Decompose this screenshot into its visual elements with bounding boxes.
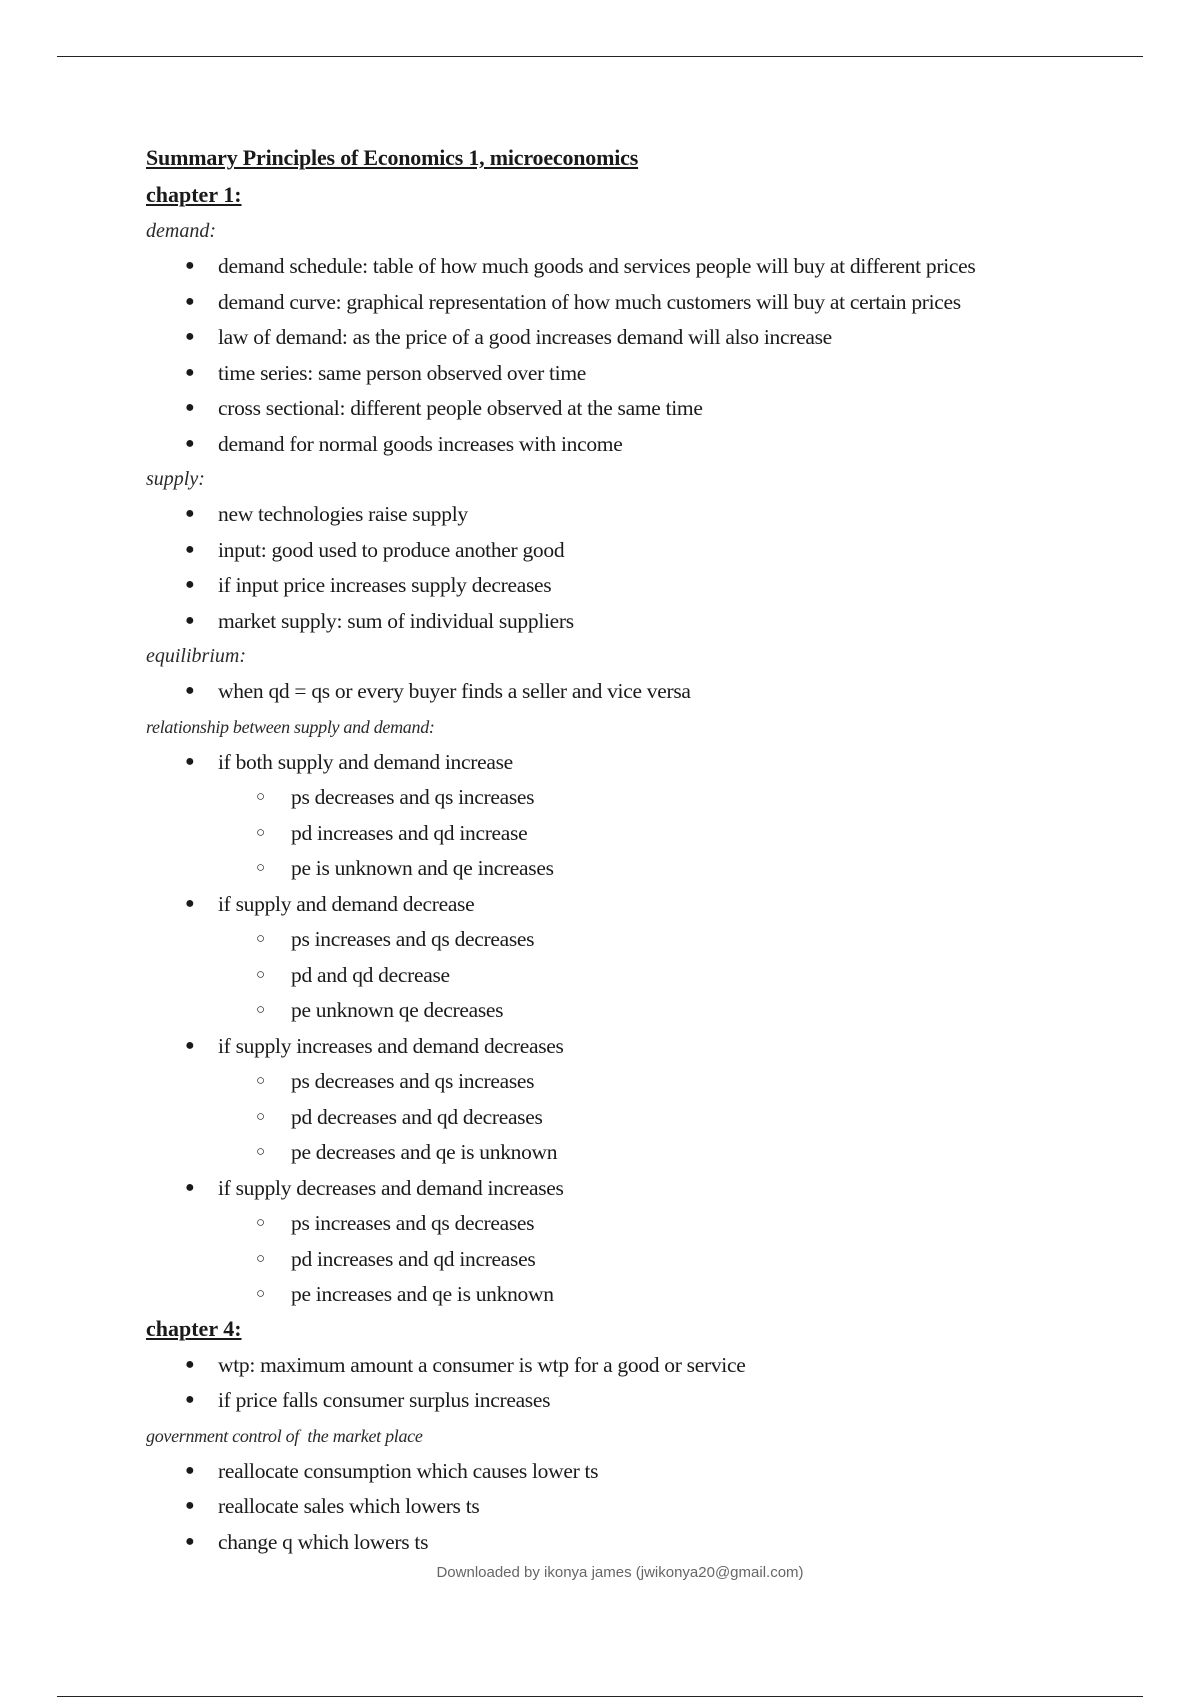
bullet-icon: ● — [185, 292, 195, 310]
bullet-icon: ● — [185, 1391, 195, 1408]
sub-list-item — [146, 1242, 1096, 1278]
bullet-icon: ● — [185, 505, 195, 522]
list-item-text: pd and qd decrease — [291, 962, 450, 987]
sub-list-item — [146, 1206, 1096, 1242]
bullet-icon: ● — [185, 1355, 195, 1373]
list-item — [146, 1454, 1096, 1490]
hollow-bullet-icon: ○ — [256, 966, 265, 983]
hollow-bullet-icon: ○ — [256, 789, 265, 805]
list-item-text: demand curve: graphical representation of how much customers will buy at certain prices — [218, 289, 961, 314]
bullet-icon: ● — [185, 434, 195, 452]
bullet-icon: ● — [185, 611, 195, 629]
list-item-text: pe unknown qe decreases — [291, 998, 504, 1022]
sub-list-item — [146, 1277, 1096, 1313]
bullet-icon: ● — [185, 363, 195, 381]
chapter-4-heading: chapter 4: — [146, 1315, 242, 1341]
list-item — [146, 745, 1096, 781]
list-item — [146, 1348, 1096, 1384]
list-item-text: change q which lowers ts — [218, 1529, 429, 1554]
list-item-text: reallocate consumption which causes lower ts — [218, 1458, 599, 1483]
list-item-text: wtp: maximum amount a consumer is wtp for a good or service — [218, 1352, 746, 1377]
bullet-icon: ● — [185, 540, 195, 558]
hollow-bullet-icon: ○ — [256, 1286, 265, 1302]
list-item — [146, 568, 1096, 604]
list-item — [146, 497, 1096, 533]
sub-list-item — [146, 1100, 1096, 1136]
list-item-text: when qd = qs or every buyer finds a seller and vice versa — [218, 679, 691, 703]
list-item-text: law of demand: as the price of a good increases demand will also increase — [218, 325, 832, 349]
list-item-text: pd decreases and qd decreases — [291, 1104, 543, 1129]
list-item-text: input: good used to produce another good — [218, 537, 565, 562]
hollow-bullet-icon: ○ — [256, 1215, 265, 1231]
list-item-text: ps decreases and qs increases — [291, 1069, 535, 1093]
hollow-bullet-icon: ○ — [256, 1250, 265, 1267]
bullet-icon: ● — [185, 576, 195, 593]
demand-subheading: demand: — [146, 220, 216, 242]
bottom-rule — [57, 1696, 1143, 1697]
list-item — [146, 1383, 1096, 1419]
list-item-text: pd increases and qd increase — [291, 820, 528, 845]
bullet-icon: ● — [185, 399, 195, 416]
hollow-bullet-icon: ○ — [256, 824, 265, 841]
hollow-bullet-icon: ○ — [256, 1108, 265, 1125]
government-subheading: government control of the market place — [146, 1425, 423, 1446]
chapter-1-heading: chapter 1: — [146, 182, 242, 207]
top-rule — [57, 56, 1143, 57]
list-item — [146, 249, 1096, 285]
list-item-text: pe decreases and qe is unknown — [291, 1140, 558, 1164]
list-item — [146, 356, 1096, 392]
sub-list-item — [146, 993, 1096, 1029]
list-item — [146, 887, 1096, 923]
download-footer: Downloaded by ikonya james (jwikonya20@gmail.com) — [436, 1564, 804, 1581]
document-body — [146, 142, 1096, 1560]
bullet-icon: ● — [185, 1036, 195, 1054]
list-item-text: ps increases and qs decreases — [291, 927, 535, 951]
list-item-text: cross sectional: different people observed at the same time — [218, 396, 703, 420]
bullet-icon: ● — [185, 1532, 195, 1550]
supply-subheading: supply: — [146, 468, 205, 490]
list-item — [146, 1171, 1096, 1207]
bullet-icon: ● — [185, 752, 195, 770]
list-item — [146, 320, 1096, 356]
sub-list-item — [146, 816, 1096, 852]
list-item-text: ps increases and qs decreases — [291, 1211, 535, 1235]
list-item — [146, 1029, 1096, 1065]
sub-list-item — [146, 958, 1096, 994]
relationship-subheading: relationship between supply and demand: — [146, 716, 435, 737]
list-item-text: if supply and demand decrease — [218, 891, 475, 916]
list-item-text: pe increases and qe is unknown — [291, 1282, 554, 1306]
hollow-bullet-icon: ○ — [256, 1002, 265, 1018]
list-item-text: if both supply and demand increase — [218, 749, 513, 774]
list-item — [146, 604, 1096, 640]
list-item — [146, 427, 1096, 463]
list-item-text: if price falls consumer surplus increases — [218, 1388, 551, 1412]
list-item-text: pe is unknown and qe increases — [291, 856, 554, 880]
list-item-text: ps decreases and qs increases — [291, 785, 535, 809]
document-title: Summary Principles of Economics 1, microeconomics — [146, 145, 639, 170]
hollow-bullet-icon: ○ — [256, 1073, 265, 1089]
list-item-text: time series: same person observed over time — [218, 360, 587, 385]
list-item-text: new technologies raise supply — [218, 502, 468, 526]
list-item-text: if supply increases and demand decreases — [218, 1033, 564, 1058]
bullet-icon: ● — [185, 894, 195, 912]
bullet-icon: ● — [185, 1497, 195, 1514]
list-item — [146, 1525, 1096, 1561]
list-item-text: demand for normal goods increases with income — [218, 431, 623, 456]
sub-list-item — [146, 1064, 1096, 1100]
sub-list-item — [146, 851, 1096, 887]
list-item-text: if supply decreases and demand increases — [218, 1175, 564, 1200]
bullet-icon: ● — [185, 328, 195, 345]
list-item — [146, 674, 1096, 710]
hollow-bullet-icon: ○ — [256, 860, 265, 876]
list-item — [146, 533, 1096, 569]
bullet-icon: ● — [185, 1461, 195, 1479]
bullet-icon: ● — [185, 1178, 195, 1196]
sub-list-item — [146, 1135, 1096, 1171]
bullet-icon: ● — [185, 257, 195, 274]
list-item-text: market supply: sum of individual suppliers — [218, 608, 574, 633]
sub-list-item — [146, 922, 1096, 958]
list-item-text: pd increases and qd increases — [291, 1246, 536, 1271]
list-item-text: demand schedule: table of how much goods and services people will buy at different prices — [218, 254, 976, 278]
hollow-bullet-icon: ○ — [256, 1144, 265, 1160]
list-item-text: if input price increases supply decreases — [218, 573, 552, 597]
sub-list-item — [146, 780, 1096, 816]
bullet-icon: ● — [185, 682, 195, 699]
list-item — [146, 391, 1096, 427]
list-item — [146, 1489, 1096, 1525]
hollow-bullet-icon: ○ — [256, 931, 265, 947]
list-item-text: reallocate sales which lowers ts — [218, 1494, 480, 1518]
list-item — [146, 285, 1096, 321]
equilibrium-subheading: equilibrium: — [146, 645, 246, 667]
